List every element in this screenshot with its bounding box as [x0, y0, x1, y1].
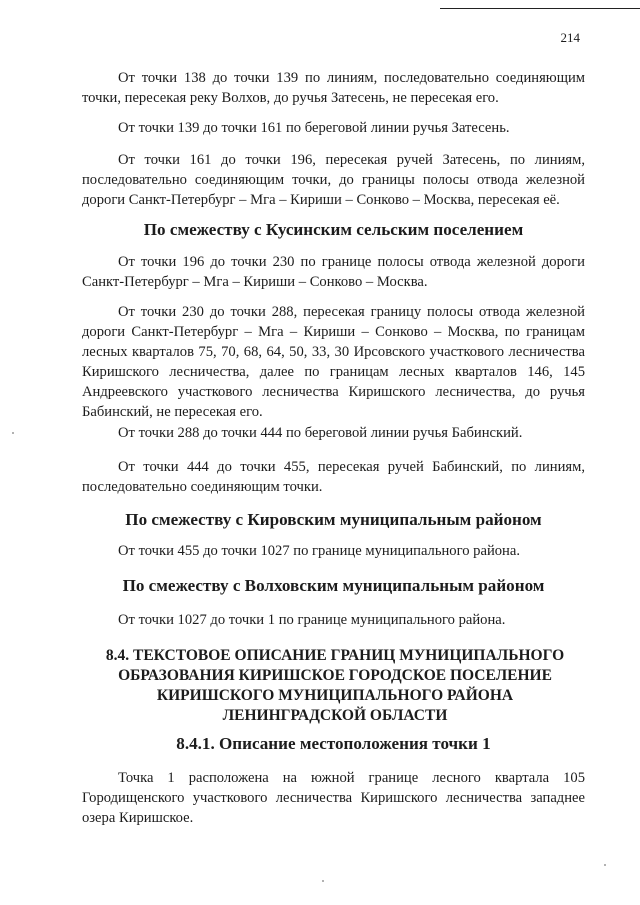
scan-edge-line — [440, 8, 640, 9]
heading-volkhovsky: По смежеству с Волховским муниципальным районом — [122, 576, 545, 595]
scan-speck — [12, 432, 14, 434]
paragraph-1027-1: От точки 1027 до точки 1 по границе муниципального района. — [118, 612, 506, 628]
scan-speck — [604, 864, 606, 866]
subsection-title: 8.4.1. Описание местоположения точки 1 — [176, 734, 491, 753]
paragraph-point-1: Точка 1 расположена на южной границе лесного квартала 105 Городищенского участкового лесничества Киришского лесничества западнее озера Киришское. — [82, 770, 585, 826]
scan-speck — [322, 880, 324, 882]
section-title-line: 8.4. ТЕКСТОВОЕ ОПИСАНИЕ ГРАНИЦ МУНИЦИПАЛЬНОГО — [105, 647, 565, 664]
section-title-line: ЛЕНИНГРАДСКОЙ ОБЛАСТИ — [222, 707, 448, 724]
heading-kirovsky: По смежеству с Кировским муниципальным районом — [125, 510, 542, 529]
paragraph-455-1027: От точки 455 до точки 1027 по границе муниципального района. — [118, 543, 520, 559]
paragraph-138-139: От точки 138 до точки 139 по линиям, последовательно соединяющим точки, пересекая реку Волхов, до ручья Затесень, не пересекая его. — [82, 70, 585, 106]
page-number: 214 — [560, 30, 580, 45]
section-title — [90, 646, 580, 726]
section-title-line: ОБРАЗОВАНИЯ КИРИШСКОЕ ГОРОДСКОЕ ПОСЕЛЕНИЕ — [118, 667, 552, 684]
paragraph-444-455: От точки 444 до точки 455, пересекая ручей Бабинский, по линиям, последовательно соединяющим точки. — [82, 459, 585, 495]
paragraph-230-288: От точки 230 до точки 288, пересекая границу полосы отвода железной дороги Санкт-Петербург – Мга – Кириши – Сонково – Москва, по границам лесных кварталов 75, 70, 68, 64, 50, 33, 30 Ирсовского участкового лесничества Киришского лесничества, далее по границам лесных кварталов 146, 145 Андреевского участкового лесничества Киришского лесничества, до ручья Бабинский, не пересекая его. — [82, 304, 585, 420]
paragraph-161-196: От точки 161 до точки 196, пересекая ручей Затесень, по линиям, последовательно соединяющим точки, до границы полосы отвода железной дороги Санкт-Петербург – Мга – Кириши – Сонково – Москва, пересекая её. — [82, 152, 585, 208]
section-title-line: КИРИШСКОГО МУНИЦИПАЛЬНОГО РАЙОНА — [156, 687, 514, 704]
paragraph-139-161: От точки 139 до точки 161 по береговой линии ручья Затесень. — [118, 120, 510, 136]
paragraph-288-444: От точки 288 до точки 444 по береговой линии ручья Бабинский. — [118, 425, 523, 441]
heading-kusinskoe: По смежеству с Кусинским сельским поселением — [143, 220, 524, 239]
paragraph-196-230: От точки 196 до точки 230 по границе полосы отвода железной дороги Санкт-Петербург – Мга – Кириши – Сонково – Москва. — [82, 254, 585, 290]
